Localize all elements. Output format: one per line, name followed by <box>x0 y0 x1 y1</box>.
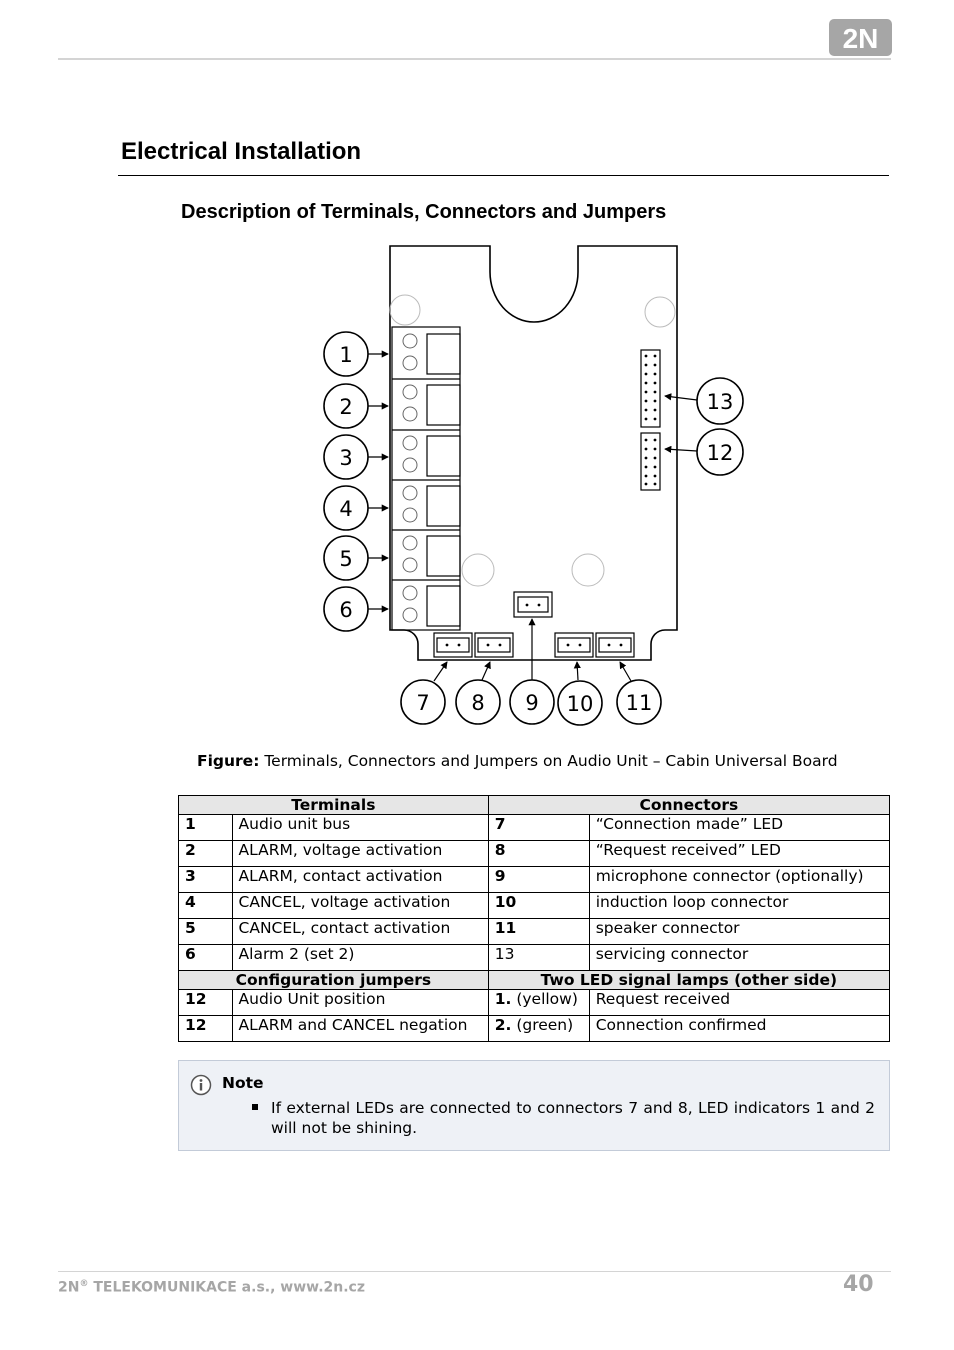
figure-caption <box>197 752 838 770</box>
callout-3: 3 <box>339 446 353 470</box>
table-row <box>179 1016 890 1042</box>
terminal-description: CANCEL, contact activation <box>232 919 488 945</box>
led-description: Connection confirmed <box>589 1016 889 1042</box>
led-color: (yellow) <box>511 990 578 1008</box>
terminal-description: Audio unit bus <box>232 815 488 841</box>
led-index: 1. <box>494 990 512 1008</box>
header-terminals: Terminals <box>179 796 489 815</box>
jumper-number: 12 <box>179 990 233 1016</box>
pin-headers <box>641 350 660 490</box>
table-row <box>179 815 890 841</box>
connector-number: 8 <box>488 841 589 867</box>
callout-circles <box>324 332 743 725</box>
note-item: If external LEDs are connected to connectors 7 and 8, LED indicators 1 and 2 will not be shining. <box>271 1099 875 1137</box>
terminal-description: ALARM, contact activation <box>232 867 488 893</box>
connector-description: induction loop connector <box>589 893 889 919</box>
board-connectors <box>434 592 634 657</box>
callout-7: 7 <box>416 691 430 715</box>
callout-13: 13 <box>706 390 734 414</box>
terminal-number: 5 <box>179 919 233 945</box>
connector-number: 10 <box>488 893 589 919</box>
jumper-description: Audio Unit position <box>232 990 488 1016</box>
header-rule <box>58 58 891 60</box>
callout-arrows <box>368 354 697 681</box>
info-icon <box>190 1074 212 1096</box>
terminal-number: 4 <box>179 893 233 919</box>
table-row <box>179 841 890 867</box>
bullet-icon <box>252 1104 258 1110</box>
table-row <box>179 990 890 1016</box>
connector-number: 9 <box>488 867 589 893</box>
callout-8: 8 <box>471 691 485 715</box>
callout-10: 10 <box>566 692 594 716</box>
footer-rule <box>58 1271 891 1272</box>
table-row <box>179 867 890 893</box>
connector-description: servicing connector <box>589 945 889 971</box>
connector-description: speaker connector <box>589 919 889 945</box>
callout-11: 11 <box>625 691 653 715</box>
section-title-rule <box>118 175 889 176</box>
terminal-description: Alarm 2 (set 2) <box>232 945 488 971</box>
terminal-description: ALARM, voltage activation <box>232 841 488 867</box>
page-number: 40 <box>843 1272 874 1297</box>
led-number <box>488 990 589 1016</box>
subsection-title: Description of Terminals, Connectors and Jumpers <box>181 201 667 223</box>
section-title: Electrical Installation <box>121 138 362 165</box>
caption-label: Figure: <box>197 752 260 770</box>
connector-number: 11 <box>488 919 589 945</box>
callout-12: 12 <box>706 441 734 465</box>
board-diagram <box>316 240 752 730</box>
connector-description: “Connection made” LED <box>589 815 889 841</box>
table-row <box>179 945 890 971</box>
registered-mark: ® <box>79 1279 89 1289</box>
connector-description: “Request received” LED <box>589 841 889 867</box>
led-number <box>488 1016 589 1042</box>
connector-number: 7 <box>488 815 589 841</box>
led-color: (green) <box>511 1016 574 1034</box>
callout-9: 9 <box>525 691 539 715</box>
caption-text: Terminals, Connectors and Jumpers on Audio Unit – Cabin Universal Board <box>259 752 838 770</box>
led-description: Request received <box>589 990 889 1016</box>
terminal-number: 1 <box>179 815 233 841</box>
header-connectors: Connectors <box>488 796 889 815</box>
header-configuration-jumpers: Configuration jumpers <box>179 971 489 990</box>
connector-number: 13 <box>488 945 589 971</box>
terminals-connectors-table <box>178 795 890 1042</box>
terminal-description: CANCEL, voltage activation <box>232 893 488 919</box>
note-title: Note <box>222 1074 264 1092</box>
footer-company <box>58 1279 365 1296</box>
table-row <box>179 893 890 919</box>
table-header-row <box>179 796 890 815</box>
terminal-number: 2 <box>179 841 233 867</box>
header-led-signal-lamps: Two LED signal lamps (other side) <box>488 971 889 990</box>
board-outline <box>390 246 677 660</box>
jumper-description: ALARM and CANCEL negation <box>232 1016 488 1042</box>
logo-text: 2N <box>842 23 879 54</box>
callout-4: 4 <box>339 497 353 521</box>
terminal-number: 3 <box>179 867 233 893</box>
table-header-row <box>179 971 890 990</box>
jumper-number: 12 <box>179 1016 233 1042</box>
table-row <box>179 919 890 945</box>
terminal-block <box>392 327 460 630</box>
2n-logo <box>829 19 892 56</box>
board-holes <box>390 295 675 586</box>
callout-2: 2 <box>339 395 353 419</box>
connector-description: microphone connector (optionally) <box>589 867 889 893</box>
callout-5: 5 <box>339 547 353 571</box>
footer-brand: 2N <box>58 1279 80 1296</box>
footer-company-text: TELEKOMUNIKACE a.s., www.2n.cz <box>88 1279 365 1296</box>
callout-1: 1 <box>339 343 353 367</box>
terminal-screws <box>403 334 417 622</box>
callout-6: 6 <box>339 598 353 622</box>
terminal-number: 6 <box>179 945 233 971</box>
led-index: 2. <box>494 1016 512 1034</box>
